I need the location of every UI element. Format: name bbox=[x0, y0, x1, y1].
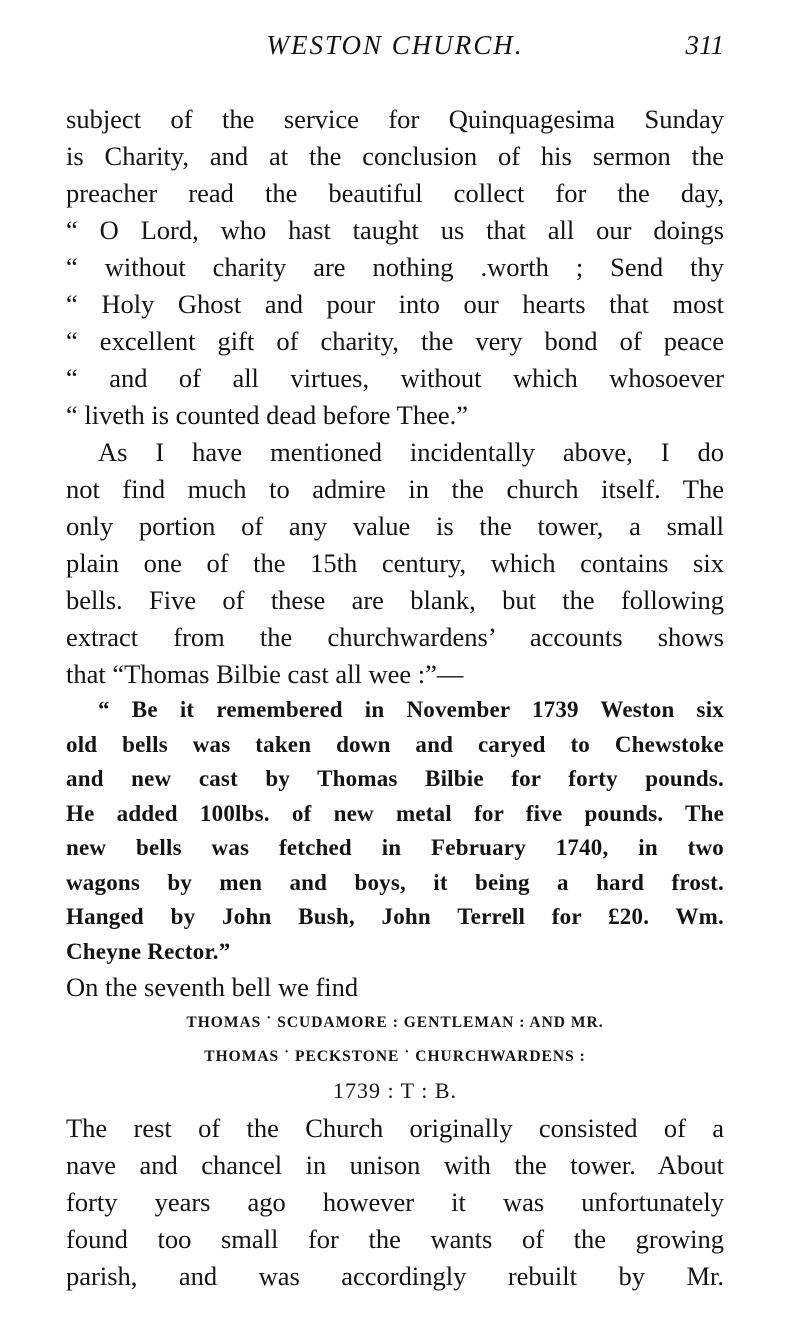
page-header bbox=[66, 30, 724, 70]
paragraph-rebuild bbox=[66, 1110, 724, 1295]
text-line: The rest of the Church originally consisted of a bbox=[66, 1113, 724, 1143]
extract-quotation bbox=[66, 693, 724, 969]
text-line: preacher read the beautiful collect for the day, bbox=[66, 178, 724, 208]
text-line: Hanged by John Bush, John Terrell for £20. Wm. bbox=[66, 904, 724, 929]
text-line: nave and chancel in unison with the tower. About bbox=[66, 1150, 724, 1180]
text-line: As I have mentioned incidentally above, I do bbox=[98, 437, 724, 467]
text-line: “ excellent gift of charity, the very bond of peace bbox=[66, 326, 724, 356]
text-line: parish, and was accordingly rebuilt by Mr. bbox=[66, 1261, 724, 1291]
inscription-line: THOMAS ˙ SCUDAMORE : GENTLEMAN : AND MR. bbox=[186, 1014, 604, 1031]
text-line: “ Holy Ghost and pour into our hearts that most bbox=[66, 289, 724, 319]
body-text bbox=[66, 101, 724, 1295]
text-line: “ Be it remembered in November 1739 Weston six bbox=[98, 697, 724, 722]
text-line: extract from the churchwardens’ accounts shows bbox=[66, 622, 724, 652]
bell-inscription bbox=[66, 1006, 724, 1108]
paragraph-seventh-bell bbox=[66, 969, 724, 1006]
text-line: wagons by men and boys, it being a hard frost. bbox=[66, 869, 724, 895]
text-line: “ without charity are nothing .worth ; Send thy bbox=[66, 252, 724, 282]
text-line: “ liveth is counted dead before Thee.” bbox=[66, 400, 468, 430]
paragraph-collect bbox=[66, 101, 724, 434]
text-line: is Charity, and at the conclusion of his sermon the bbox=[66, 141, 724, 171]
running-title: WESTON CHURCH. bbox=[266, 30, 524, 60]
text-line: He added 100lbs. of new metal for five pounds. The bbox=[66, 800, 724, 826]
text-line: “ and of all virtues, without which whosoever bbox=[66, 363, 724, 393]
text-line: Cheyne Rector.” bbox=[66, 938, 231, 964]
text-line: not find much to admire in the church itself. The bbox=[66, 474, 724, 504]
text-line: On the seventh bell we find bbox=[66, 972, 359, 1002]
text-line: that “Thomas Bilbie cast all wee :”— bbox=[66, 659, 464, 689]
text-line: subject of the service for Quinquagesima Sunday bbox=[66, 104, 724, 134]
text-line: bells. Five of these are blank, but the following bbox=[66, 585, 724, 615]
page-number: 311 bbox=[685, 30, 724, 60]
text-line: only portion of any value is the tower, a small bbox=[66, 511, 724, 541]
text-line: “ O Lord, who hast taught us that all our doings bbox=[66, 215, 724, 245]
text-line: new bells was fetched in February 1740, in two bbox=[66, 835, 724, 860]
text-line: plain one of the 15th century, which contains six bbox=[66, 548, 724, 578]
paragraph-tower bbox=[66, 434, 724, 693]
text-line: forty years ago however it was unfortunately bbox=[66, 1187, 724, 1217]
text-line: and new cast by Thomas Bilbie for forty pounds. bbox=[66, 766, 724, 791]
inscription-date: 1739 : T : B. bbox=[332, 1078, 458, 1103]
text-line: old bells was taken down and caryed to Chewstoke bbox=[66, 731, 724, 757]
inscription-line: THOMAS ˙ PECKSTONE ˙ CHURCHWARDENS : bbox=[204, 1048, 586, 1065]
text-line: found too small for the wants of the growing bbox=[66, 1224, 724, 1254]
